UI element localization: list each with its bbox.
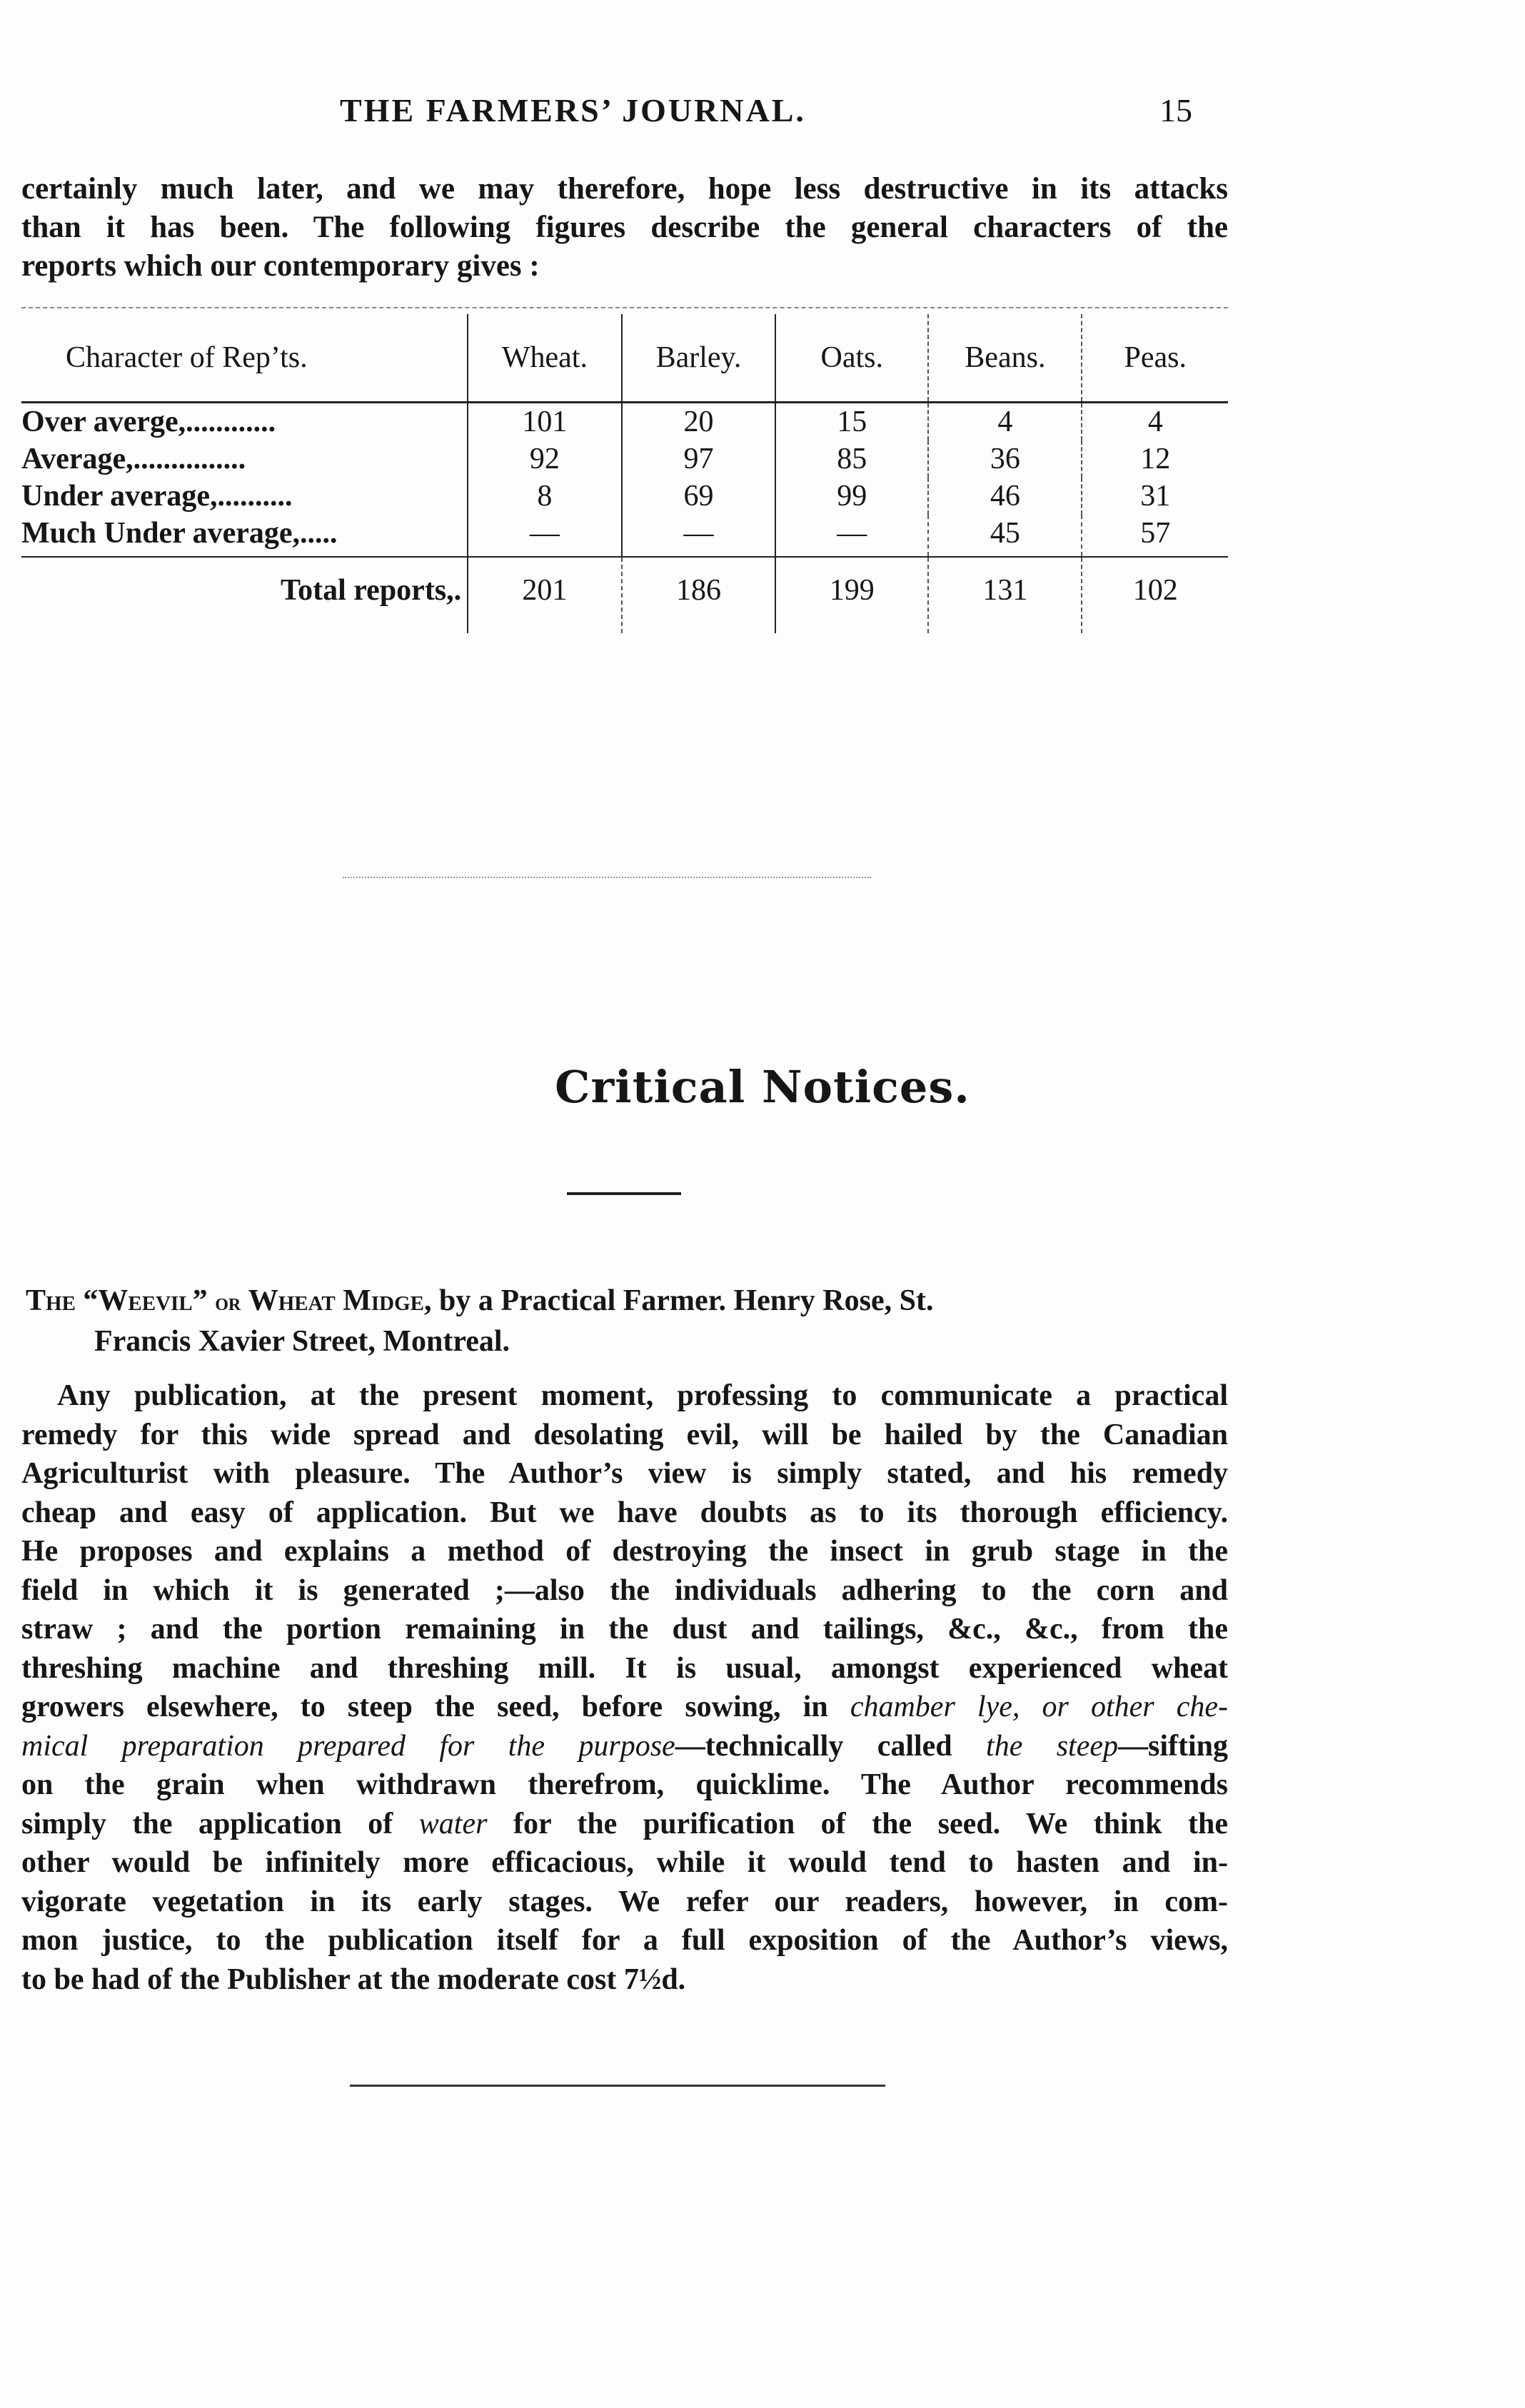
review-line: threshing machine and threshing mill. It is usual, amongst experienced wheat (21, 1651, 1228, 1685)
notice-author-publisher: by a Practical Farmer. Henry Rose, St. (439, 1284, 934, 1317)
header-wheat: Wheat. (468, 314, 622, 403)
cell-peas: 12 (1082, 440, 1228, 478)
review-line: field in which it is generated ;—also the individuals adhering to the corn and (21, 1573, 1228, 1607)
cell-barley: 69 (622, 478, 776, 515)
table-row (21, 515, 1228, 557)
cell-barley: 20 (622, 403, 776, 441)
review-line: Any publication, at the present moment, professing to communicate a practical (57, 1379, 1228, 1412)
notice-or: or (215, 1289, 241, 1316)
cell-wheat: 8 (468, 478, 622, 515)
review-line: vigorate vegetation in its early stages. We refer our readers, however, in com- (21, 1885, 1228, 1918)
cell-beans: 36 (928, 440, 1082, 478)
section-divider (343, 877, 871, 878)
review-line: on the grain when withdrawn therefrom, quicklime. The Author recommends (21, 1768, 1228, 1801)
title-rule (567, 1192, 681, 1195)
cell-wheat: — (468, 515, 622, 557)
crop-report-table (21, 314, 1228, 633)
running-head (0, 91, 1525, 134)
review-line: mon justice, to the publication itself for a full exposition of the Author’s views, (21, 1924, 1228, 1957)
review-line: growers elsewhere, to steep the seed, before sowing, in chamber lye, or other che- (21, 1691, 1229, 1723)
cell-barley: 97 (622, 440, 776, 478)
table-row (21, 403, 1228, 441)
review-line: simply the application of water for the purification of the seed. We think the (21, 1807, 1228, 1840)
cell-oats: 85 (775, 440, 928, 478)
review-line: remedy for this wide spread and desolating evil, will be hailed by the Canadian (21, 1418, 1228, 1451)
cell-wheat: 92 (468, 440, 622, 478)
review-line: cheap and easy of application. But we have doubts as to its thorough efficiency. (21, 1496, 1228, 1529)
intro-line: than it has been. The following figures describe the general characters of the (21, 211, 1228, 244)
section-title: Critical Notices. (555, 1061, 970, 1113)
header-barley: Barley. (622, 314, 776, 403)
header-character: Character of Rep’ts. (21, 314, 468, 403)
cell-peas: 31 (1082, 478, 1228, 515)
intro-line: certainly much later, and we may therefore, hope less destructive in its attacks (21, 172, 1228, 206)
notice-address: Francis Xavier Street, Montreal. (94, 1325, 510, 1358)
total-row (21, 557, 1228, 633)
cell-oats: 15 (775, 403, 928, 441)
total-label: Total reports,. (21, 557, 468, 633)
intro-line: reports which our contemporary gives : (21, 249, 540, 283)
page-number: 15 (1159, 92, 1192, 129)
total-wheat: 201 (468, 557, 622, 633)
cell-beans: 45 (928, 515, 1082, 557)
review-line: Agriculturist with pleasure. The Author’s view is simply stated, and his remedy (21, 1457, 1228, 1490)
review-line: mical preparation prepared for the purpose—technically called the steep—sifting (21, 1729, 1229, 1763)
cell-barley: — (622, 515, 776, 557)
header-peas: Peas. (1082, 314, 1228, 403)
review-line: straw ; and the portion remaining in the dust and tailings, &c., &c., from the (21, 1613, 1228, 1646)
cell-peas: 57 (1082, 515, 1228, 557)
header-beans: Beans. (928, 314, 1082, 403)
total-beans: 131 (928, 557, 1082, 633)
table-header-row (21, 314, 1228, 403)
table-row (21, 440, 1228, 478)
notice-weevil: “Weevil” (83, 1284, 208, 1317)
row-label: Much Under average,..... (21, 517, 338, 550)
total-oats: 199 (775, 557, 928, 633)
intro-paragraph (21, 170, 1228, 286)
review-line: to be had of the Publisher at the moderate cost 7½d. (21, 1963, 686, 1996)
cell-oats: — (775, 515, 928, 557)
end-rule (350, 2085, 885, 2087)
total-peas: 102 (1082, 557, 1228, 633)
row-label: Average,............... (21, 443, 246, 475)
review-line: other would be infinitely more efficacious, while it would tend to hasten and in- (21, 1846, 1228, 1879)
book-notice-heading (26, 1281, 1232, 1361)
journal-title: THE FARMERS’ JOURNAL. (340, 92, 806, 129)
header-oats: Oats. (775, 314, 928, 403)
review-paragraph (21, 1376, 1228, 1999)
row-label: Under average,.......... (21, 480, 293, 513)
cell-wheat: 101 (468, 403, 622, 441)
cell-oats: 99 (775, 478, 928, 515)
table-top-rule (21, 307, 1228, 308)
table-row (21, 478, 1228, 515)
total-barley: 186 (622, 557, 776, 633)
notice-the: The (26, 1284, 76, 1317)
cell-beans: 4 (928, 403, 1082, 441)
row-label: Over averge,............ (21, 405, 276, 438)
cell-beans: 46 (928, 478, 1082, 515)
notice-wheat-midge: Wheat Midge, (248, 1284, 432, 1317)
cell-peas: 4 (1082, 403, 1228, 441)
review-line: He proposes and explains a method of destroying the insect in grub stage in the (21, 1535, 1228, 1568)
